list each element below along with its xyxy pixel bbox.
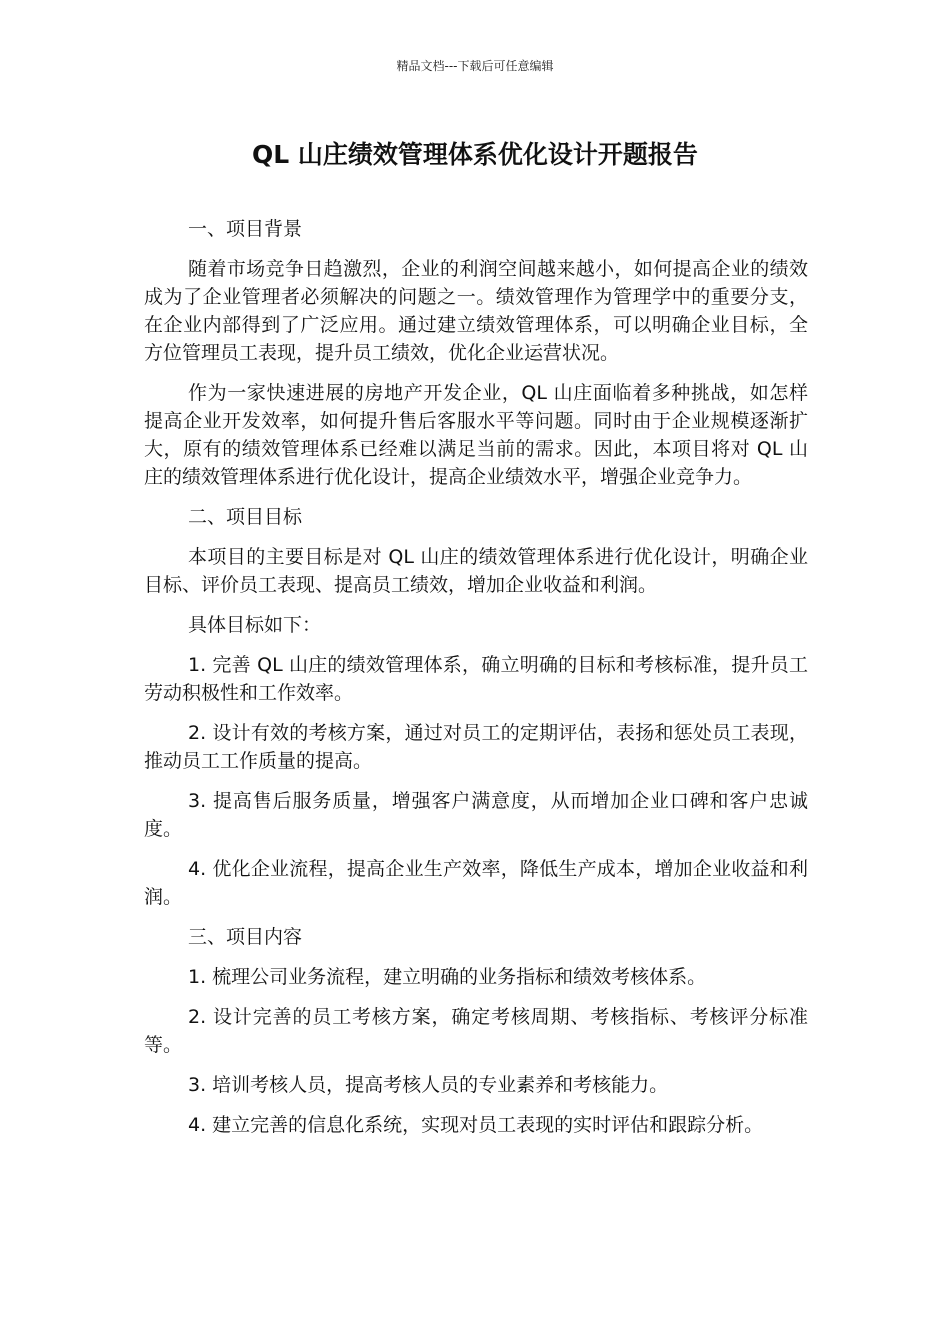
document-body	[144, 215, 808, 1151]
list-item: 3. 提高售后服务质量，增强客户满意度，从而增加企业口碑和客户忠诚度。	[144, 790, 808, 840]
list-item: 2. 设计有效的考核方案，通过对员工的定期评估，表扬和惩处员工表现，推动员工工作质量的提高。	[144, 722, 808, 772]
paragraph: 本项目的主要目标是对 QL 山庄的绩效管理体系进行优化设计，明确企业目标、评价员工表现、提高员工绩效，增加企业收益和利润。	[144, 546, 808, 596]
list-item: 4. 优化企业流程，提高企业生产效率，降低生产成本，增加企业收益和利润。	[144, 858, 808, 908]
list-item: 4. 建立完善的信息化系统，实现对员工表现的实时评估和跟踪分析。	[188, 1114, 764, 1136]
paragraph: 作为一家快速进展的房地产开发企业，QL 山庄面临着多种挑战，如怎样提高企业开发效率，如何提升售后客服水平等问题。同时由于企业规模逐渐扩大，原有的绩效管理体系已经难以满足当前的需求。因此，本项目将对 QL 山庄的绩效管理体系进行优化设计，提高企业绩效水平，增强企业竞争力。	[144, 382, 808, 488]
document-title: QL 山庄绩效管理体系优化设计开题报告	[252, 140, 698, 169]
section-heading-background: 一、项目背景	[188, 218, 303, 240]
list-item: 3. 培训考核人员，提高考核人员的专业素养和考核能力。	[188, 1074, 669, 1096]
section-heading-content: 三、项目内容	[188, 926, 303, 948]
list-item: 1. 梳理公司业务流程，建立明确的业务指标和绩效考核体系。	[188, 966, 707, 988]
list-item: 2. 设计完善的员工考核方案，确定考核周期、考核指标、考核评分标准等。	[144, 1006, 808, 1056]
paragraph: 随着市场竞争日趋激烈，企业的利润空间越来越小，如何提高企业的绩效成为了企业管理者必须解决的问题之一。绩效管理作为管理学中的重要分支，在企业内部得到了广泛应用。通过建立绩效管理体系，可以明确企业目标，全方位管理员工表现，提升员工绩效，优化企业运营状况。	[144, 258, 808, 364]
list-intro: 具体目标如下：	[188, 614, 322, 636]
section-heading-objectives: 二、项目目标	[188, 506, 303, 528]
page-header-note: 精品文档---下载后可任意编辑	[396, 59, 554, 73]
list-item: 1. 完善 QL 山庄的绩效管理体系，确立明确的目标和考核标准，提升员工劳动积极性和工作效率。	[144, 654, 808, 704]
